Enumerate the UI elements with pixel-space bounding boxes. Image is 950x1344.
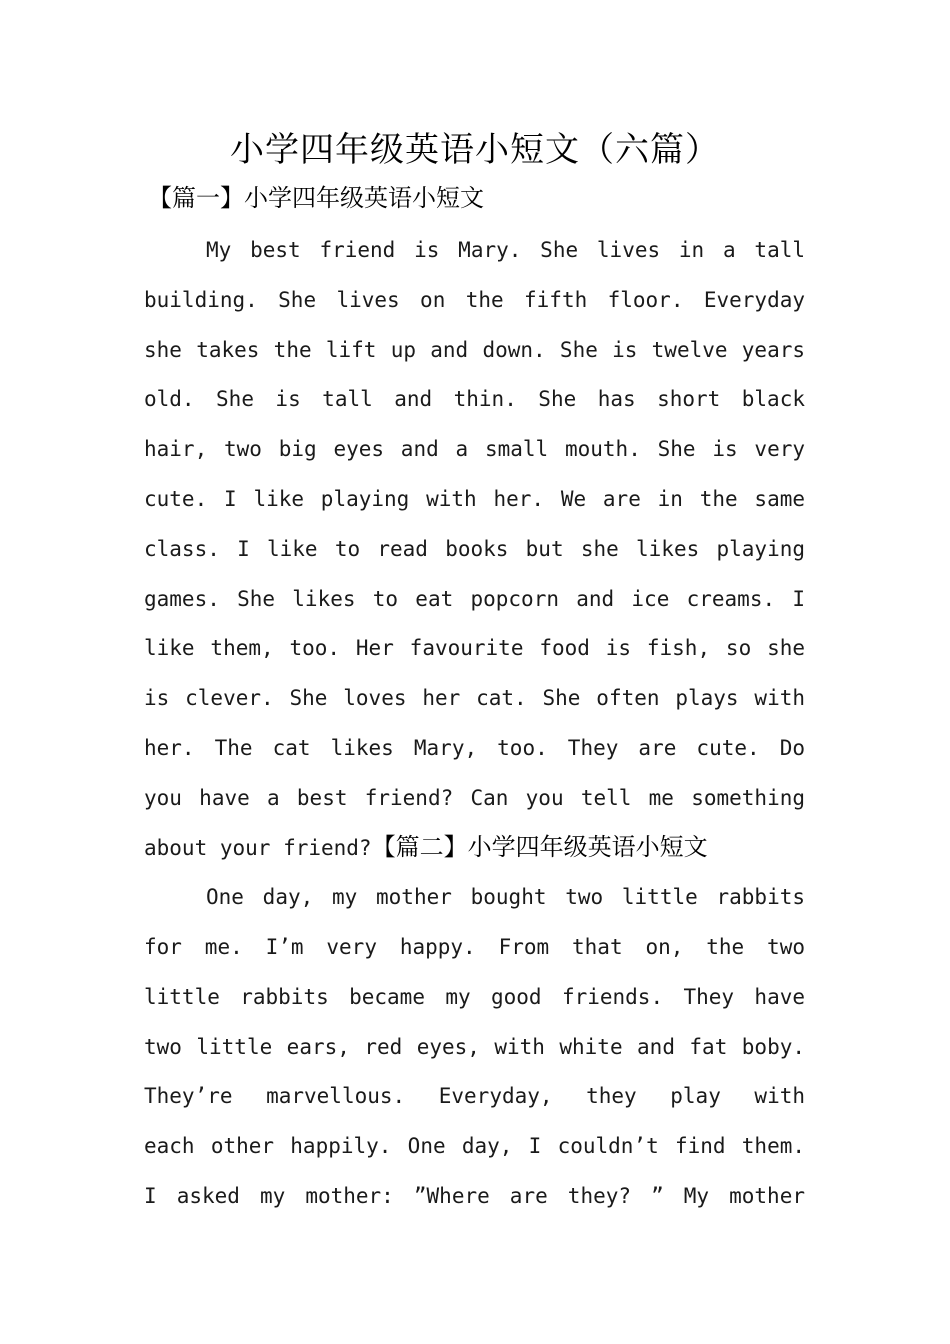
paragraph-line: I asked my mother: ”Where are they? ” My mother [144,1184,805,1208]
paragraph-line: One day, my mother bought two little rabbits [206,885,805,909]
paragraph-last-line [144,827,805,867]
section-heading-1: 【篇一】小学四年级英语小短文 [148,184,484,212]
paragraph-line: building. She lives on the fifth floor. Everyday [144,288,805,312]
paragraph-line: each other happily. One day, I couldn’t find them. [144,1134,805,1158]
paragraph-line: is clever. She loves her cat. She often plays with [144,686,805,710]
paragraph-line: class. I like to read books but she likes playing [144,537,805,561]
paragraph-line: cute. I like playing with her. We are in the same [144,487,805,511]
paragraph-line-text: about your friend? [144,836,372,860]
document-title: 小学四年级英语小短文（六篇） [230,130,720,170]
paragraph-line: My best friend is Mary. She lives in a tall [206,238,805,262]
paragraph-line: two little ears, red eyes, with white and fat boby. [144,1035,805,1059]
paragraph-line: like them, too. Her favourite food is fish, so she [144,636,805,660]
paragraph-line: They’re marvellous. Everyday, they play with [144,1084,805,1108]
section-heading-2: 【篇二】小学四年级英语小短文 [371,833,708,861]
paragraph-line: her. The cat likes Mary, too. They are cute. Do [144,736,805,760]
paragraph-line: games. She likes to eat popcorn and ice creams. I [144,587,805,611]
paragraph-line: for me. I’m very happy. From that on, the two [144,935,805,959]
paragraph-line: old. She is tall and thin. She has short black [144,387,805,411]
paragraph-line: little rabbits became my good friends. They have [144,985,805,1009]
paragraph-line: you have a best friend? Can you tell me something [144,786,805,810]
paragraph-line: she takes the lift up and down. She is twelve years [144,338,805,362]
paragraph-line: hair, two big eyes and a small mouth. She is very [144,437,805,461]
